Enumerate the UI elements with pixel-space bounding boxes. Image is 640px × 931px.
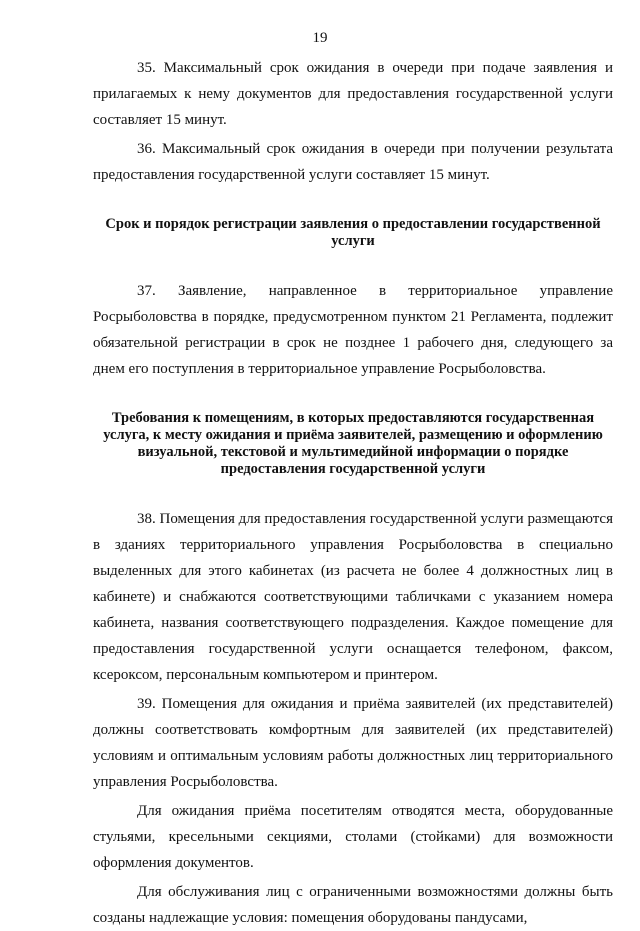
paragraph-37: 37. Заявление, направленное в территориальное управление Росрыболовства в порядке, предусмотренном пунктом 21 Регламента, подлежит обязательной регистрации в срок не позднее 1 рабочего дня, следующего за днем его поступления в территориальное управление Росрыболовства. — [93, 283, 613, 377]
paragraph-36: 36. Максимальный срок ожидания в очереди при получении результата предоставления государственной услуги составляет 15 минут. — [93, 141, 613, 183]
paragraph-39: 39. Помещения для ожидания и приёма заявителей (их представителей) должны соответствовать комфортным для заявителей (их представителей) условиям и оптимальным условиям работы должностных лиц территориального управления Росрыболовства. — [93, 696, 613, 790]
paragraph-accessibility: Для обслуживания лиц с ограниченными возможностями должны быть созданы надлежащие условия: помещения оборудованы пандусами, — [93, 884, 613, 926]
heading-registration: Срок и порядок регистрации заявления о предоставлении государственной услуги — [105, 216, 601, 249]
document-body — [93, 55, 613, 931]
paragraph-35: 35. Максимальный срок ожидания в очереди при подаче заявления и прилагаемых к нему документов для предоставления государственной услуги составляет 15 минут. — [93, 60, 613, 128]
paragraph-waiting-places: Для ожидания приёма посетителям отводятся места, оборудованные стульями, кресельными секциями, столами (стойками) для возможности оформления документов. — [93, 803, 613, 871]
page-number: 19 — [312, 30, 328, 46]
paragraph-38: 38. Помещения для предоставления государственной услуги размещаются в зданиях территориального управления Росрыболовства в специально выделенных для этого кабинетах (из расчета не более 4 должностных лиц в кабинете) и снабжаются соответствующими табличками с указанием номера кабинета, названия соответствующего подразделения. Каждое помещение для предоставления государственной услуги оснащается телефоном, факсом, ксероксом, персональным компьютером и принтером. — [93, 511, 613, 683]
heading-premises: Требования к помещениям, в которых предоставляются государственная услуга, к месту ожидания и приёма заявителей, размещению и оформлению визуальной, текстовой и мультимедийной информации о порядке предоставления государственной услуги — [103, 410, 603, 477]
